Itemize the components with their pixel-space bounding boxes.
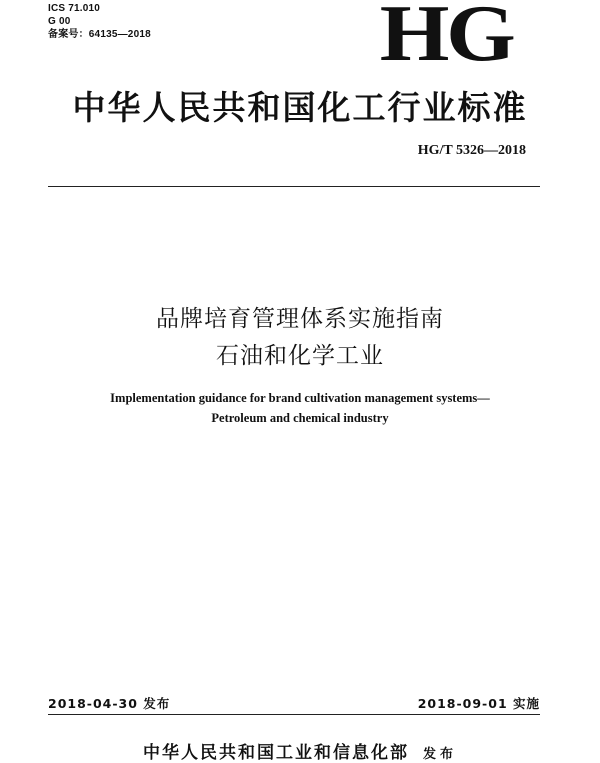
publisher (0, 738, 600, 763)
standard-number: HG/T 5326—2018 (417, 143, 526, 158)
classification-code: G 00 (48, 16, 71, 27)
filing-number: 备案号：64135—2018 (48, 29, 151, 40)
issue-date: 2018-04-30 发布 (48, 696, 171, 711)
ics-code: ICS 71.010 (48, 3, 101, 14)
standard-category-title: 中华人民共和国化工行业标准 (72, 88, 528, 127)
hg-logo: HG (379, 0, 512, 78)
bottom-divider (48, 714, 540, 715)
document-codes (48, 2, 151, 41)
publisher-action: 发布 (422, 747, 457, 762)
publisher-name: 中华人民共和国工业和信息化部 (142, 743, 409, 763)
top-divider (48, 186, 540, 187)
title-en-line-1: Implementation guidance for brand cultivation management systems— (110, 391, 490, 405)
title-cn-line-2: 石油和化学工业 (216, 343, 384, 369)
implementation-date: 2018-09-01 实施 (417, 696, 540, 711)
title-en-line-2: Petroleum and chemical industry (211, 411, 389, 425)
title-cn-line-1: 品牌培育管理体系实施指南 (156, 306, 444, 332)
